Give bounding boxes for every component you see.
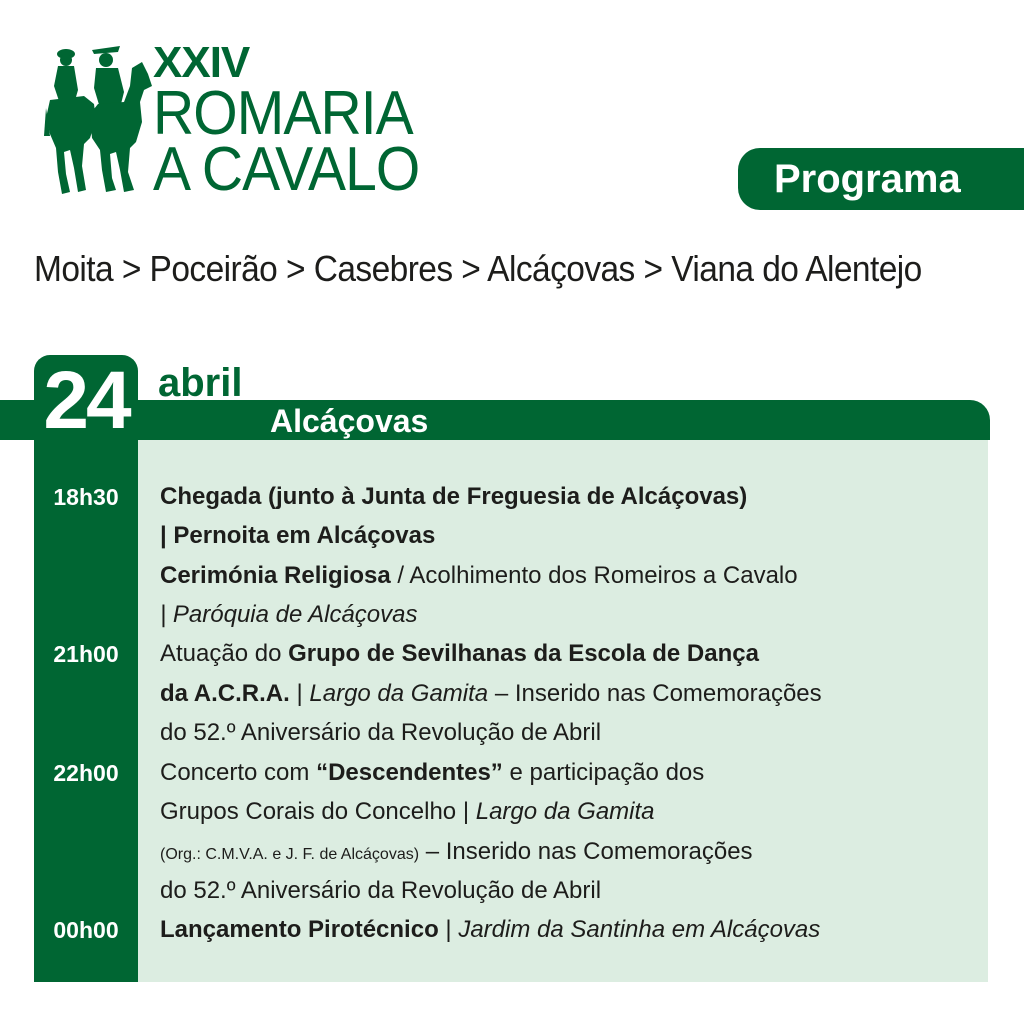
logo-edition: XXIV xyxy=(153,38,250,87)
logo-line-cavalo: A CAVALO xyxy=(153,135,420,204)
time-22h00: 22h00 xyxy=(53,760,119,786)
event-line: do 52.º Aniversário da Revolução de Abril xyxy=(160,719,602,746)
event-line: Atuação do Grupo de Sevilhanas da Escola de Dança xyxy=(160,640,759,667)
place-header-bar xyxy=(0,400,990,440)
route-line: Moita > Poceirão > Casebres > Alcáçovas > Viana do Alentejo xyxy=(34,248,922,289)
horse-riders-icon xyxy=(44,40,154,200)
day-place: Alcáçovas xyxy=(270,403,429,439)
event-line: Lançamento Pirotécnico | Jardim da Santinha em Alcáçovas xyxy=(160,916,821,943)
logo-line-romaria: ROMARIA xyxy=(153,79,413,148)
event-line: do 52.º Aniversário da Revolução de Abril xyxy=(160,877,602,904)
day-month: abril xyxy=(158,361,243,405)
time-18h30: 18h30 xyxy=(53,484,119,510)
time-21h00: 21h00 xyxy=(53,641,119,667)
event-line: (Org.: C.M.V.A. e J. F. de Alcáçovas) – Inserido nas Comemorações xyxy=(160,838,753,865)
programa-tab: Programa xyxy=(738,148,1024,210)
event-line: Concerto com “Descendentes” e participação dos xyxy=(160,759,705,786)
logo-title xyxy=(153,38,443,204)
event-line: da A.C.R.A. | Largo da Gamita – Inserido nas Comemorações xyxy=(160,680,822,707)
event-line: Cerimónia Religiosa / Acolhimento dos Romeiros a Cavalo xyxy=(160,562,798,589)
event-line: | Pernoita em Alcáçovas xyxy=(160,522,436,549)
event-line: Chegada (junto à Junta de Freguesia de Alcáçovas) xyxy=(160,483,748,510)
time-00h00: 00h00 xyxy=(53,917,119,943)
day-number: 24 xyxy=(43,355,129,446)
event-line: | Paróquia de Alcáçovas xyxy=(160,601,418,628)
event-line: Grupos Corais do Concelho | Largo da Gamita xyxy=(160,798,655,825)
